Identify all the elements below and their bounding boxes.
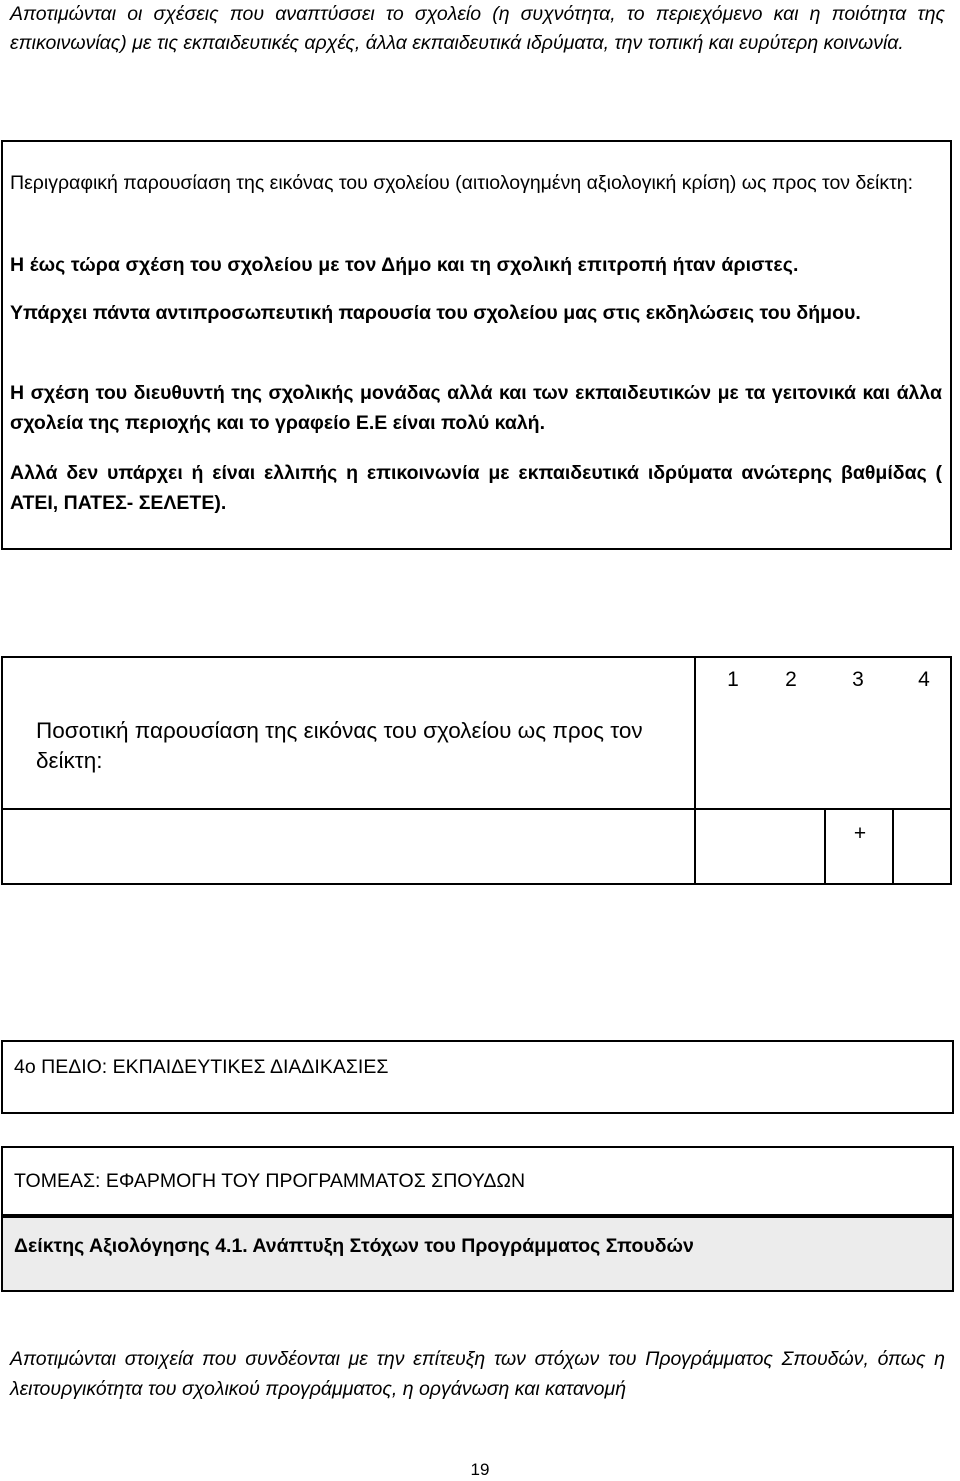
field-title: 4ο ΠΕΔΙΟ: ΕΚΠΑΙΔΕΥΤΙΚΕΣ ΔΙΑΔΙΚΑΣΙΕΣ: [14, 1056, 389, 1078]
table-divider: [892, 808, 894, 885]
scale-number: 2: [785, 668, 797, 691]
table-divider: [694, 656, 696, 885]
indicator-box: [1, 1216, 954, 1292]
field-box: [1, 1040, 954, 1114]
indicator-title: Δείκτης Αξιολόγησης 4.1. Ανάπτυξη Στόχων του Προγράμματος Σπουδών: [14, 1235, 694, 1257]
table-divider: [824, 808, 826, 885]
qualitative-paragraph: Υπάρχει πάντα αντιπροσωπευτική παρουσία του σχολείου μας στις εκδηλώσεις του δήμου.: [10, 302, 861, 324]
page-number: 19: [470, 1460, 490, 1479]
scale-number: 1: [727, 668, 739, 691]
table-divider: [1, 808, 952, 810]
bottom-paragraph: Αποτιμώνται στοιχεία που συνδέονται με την επίτευξη των στόχων του Προγράμματος Σπουδών, όπως η λειτουργικότητα του σχολικού προγράμματος, η οργάνωση και κατανομή: [10, 1348, 945, 1400]
score-mark: +: [853, 822, 867, 845]
sector-box: [1, 1146, 954, 1216]
qualitative-paragraph: Η έως τώρα σχέση του σχολείου με τον Δήμο και τη σχολική επιτροπή ήταν άριστες.: [10, 254, 799, 276]
quantitative-label: Ποσοτική παρουσίαση της εικόνας του σχολείου ως προς τον δείκτη:: [36, 718, 643, 773]
intro-paragraph: Αποτιμώνται οι σχέσεις που αναπτύσσει το σχολείο (η συχνότητα, το περιεχόμενο και η ποιότητα της επικοινωνίας) με τις εκπαιδευτικές αρχές, άλλα εκπαιδευτικά ιδρύματα, την τοπική και ευρύτερη κοινωνία.: [10, 3, 945, 54]
qualitative-paragraph: Η σχέση του διευθυντή της σχολικής μονάδας αλλά και των εκπαιδευτικών με τα γειτονικά και άλλα σχολεία της περιοχής και το γραφείο Ε.Ε είναι πολύ καλή.: [10, 382, 942, 434]
scale-number: 3: [852, 668, 864, 691]
qualitative-heading: Περιγραφική παρουσίαση της εικόνας του σχολείου (αιτιολογημένη αξιολογική κρίση) ως προς τον δείκτη:: [10, 172, 914, 194]
sector-title: ΤΟΜΕΑΣ: ΕΦΑΡΜΟΓΗ ΤΟΥ ΠΡΟΓΡΑΜΜΑΤΟΣ ΣΠΟΥΔΩΝ: [14, 1170, 526, 1192]
scale-number: 4: [918, 668, 930, 691]
qualitative-paragraph: Αλλά δεν υπάρχει ή είναι ελλιπής η επικοινωνία με εκπαιδευτικά ιδρύματα ανώτερης βαθμίδας ( ΑΤΕΙ, ΠΑΤΕΣ- ΣΕΛΕΤΕ).: [10, 462, 942, 514]
